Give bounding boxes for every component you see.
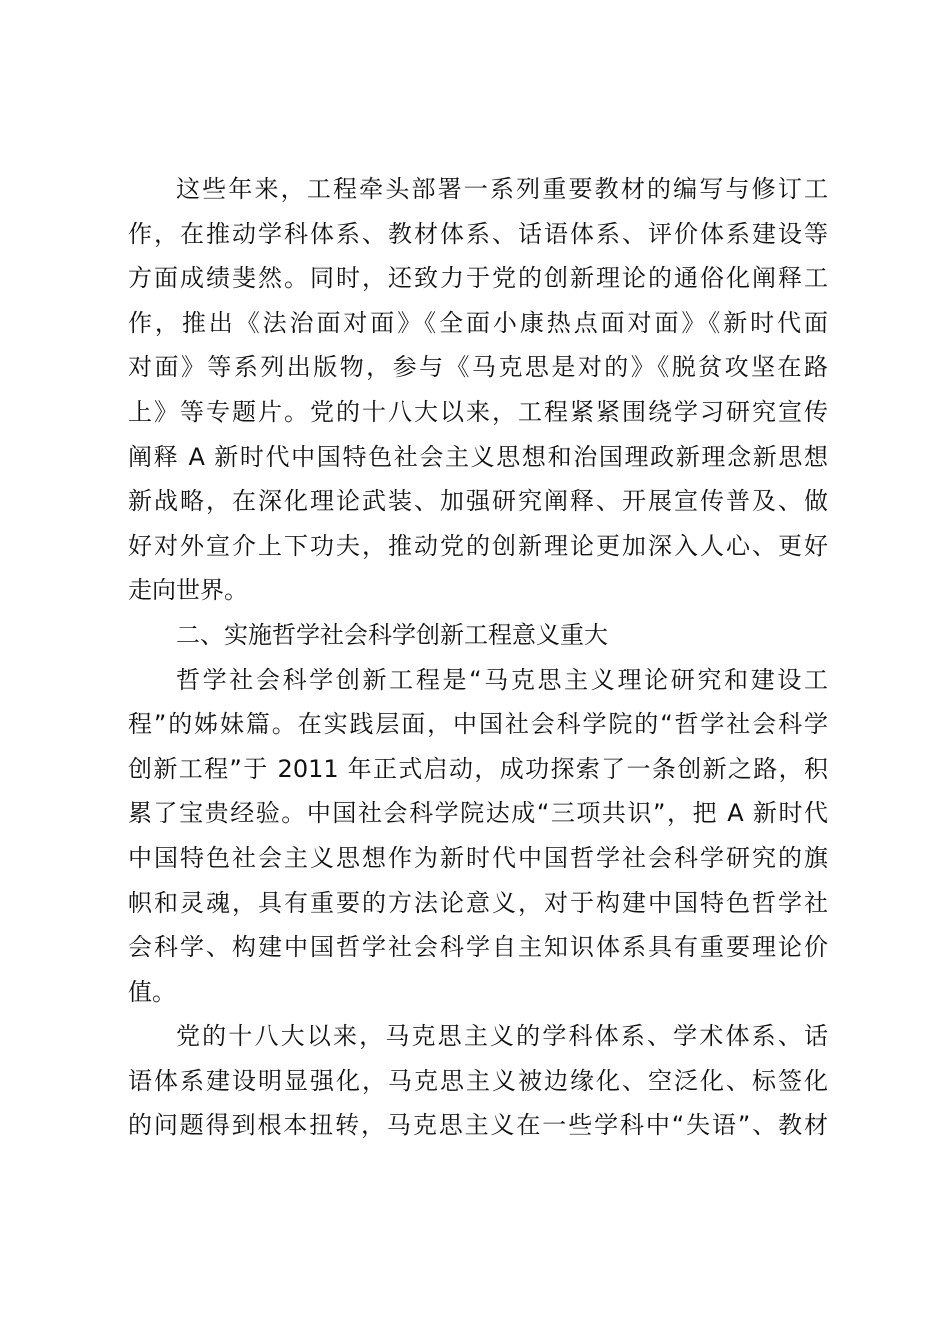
text-line: 会科学、构建中国哲学社会科学自主知识体系具有重要理论价 <box>128 933 828 962</box>
text-line: 语体系建设明显强化，马克思主义被边缘化、空泛化、标签化 <box>128 1066 828 1095</box>
text-line: 的问题得到根本扭转，马克思主义在一些学科中“失语”、教材 <box>128 1111 828 1140</box>
text-line: 作，推出《法治面对面》《全面小康热点面对面》《新时代面 <box>128 308 828 337</box>
text-line: 好对外宣介上下功夫，推动党的创新理论更加深入人心、更好 <box>128 531 828 560</box>
text-line: 新战略，在深化理论武装、加强研究阐释、开展宣传普及、做 <box>128 487 828 516</box>
text-line: 帜和灵魂，具有重要的方法论意义，对于构建中国特色哲学社 <box>128 888 828 917</box>
section-heading: 二、实施哲学社会科学创新工程意义重大 <box>176 620 608 649</box>
text-line: 走向世界。 <box>128 576 248 605</box>
text-line: 累了宝贵经验。中国社会科学院达成“三项共识”，把 A 新时代 <box>128 799 828 828</box>
text-line: 党的十八大以来，马克思主义的学科体系、学术体系、话 <box>176 1022 828 1051</box>
text-line: 对面》等系列出版物，参与《马克思是对的》《脱贫攻坚在路 <box>128 353 828 382</box>
text-line: 方面成绩斐然。同时，还致力于党的创新理论的通俗化阐释工 <box>128 264 828 293</box>
text-line: 上》等专题片。党的十八大以来，工程紧紧围绕学习研究宣传 <box>128 397 828 426</box>
text-line: 阐释 A 新时代中国特色社会主义思想和治国理政新理念新思想 <box>128 442 828 471</box>
text-line: 作，在推动学科体系、教材体系、话语体系、评价体系建设等 <box>128 219 828 248</box>
text-line: 创新工程”于 2011 年正式启动，成功探索了一条创新之路，积 <box>128 754 828 783</box>
text-line: 值。 <box>128 977 176 1006</box>
text-line: 中国特色社会主义思想作为新时代中国哲学社会科学研究的旗 <box>128 843 828 872</box>
text-line: 程”的姊妹篇。在实践层面，中国社会科学院的“哲学社会科学 <box>128 710 828 739</box>
text-line: 这些年来，工程牵头部署一系列重要教材的编写与修订工 <box>176 175 828 203</box>
text-line: 哲学社会科学创新工程是“马克思主义理论研究和建设工 <box>176 665 828 694</box>
body-text <box>128 167 828 1148</box>
